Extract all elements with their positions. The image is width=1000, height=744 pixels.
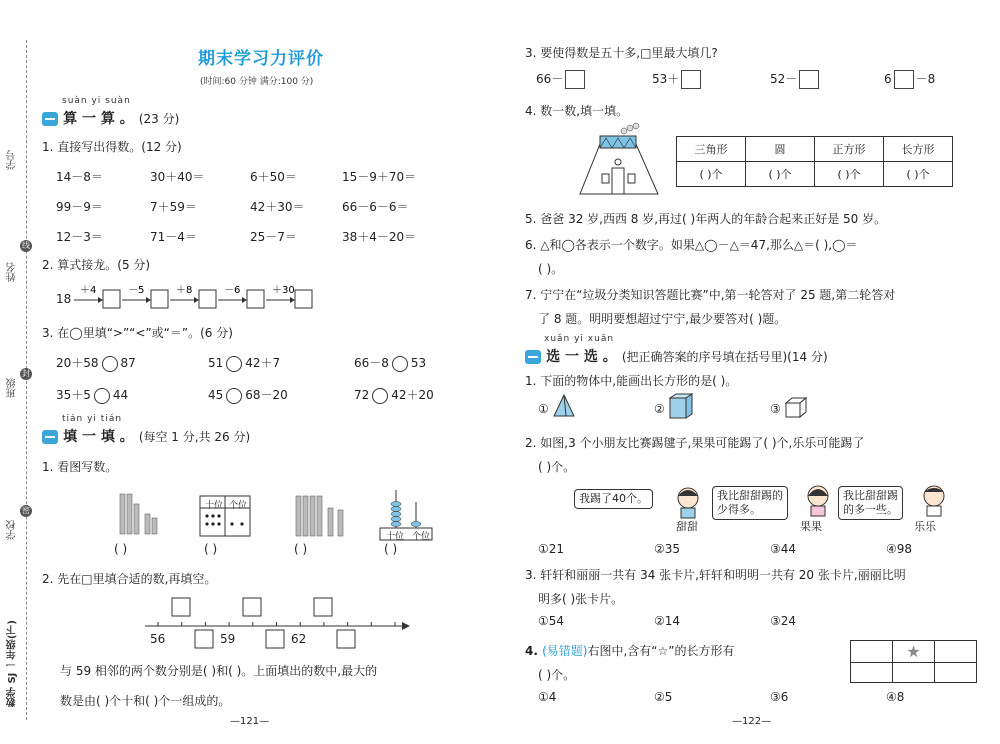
c4-opt1[interactable]: ①4 (538, 690, 557, 704)
c2-opt4[interactable]: ④98 (886, 542, 913, 556)
arrow-head-icon (146, 297, 151, 303)
fill-box[interactable] (681, 70, 701, 89)
answer-blank-1[interactable]: ( ) (114, 542, 128, 556)
section1-score: (23 分) (138, 112, 180, 126)
q5-line2: 数是由( )个十和( )个一组成的。 (60, 694, 231, 708)
answer-box (295, 290, 312, 308)
compare-circle[interactable] (392, 356, 408, 372)
c4-text: 右图中,含有“☆”的长方形有 (587, 644, 735, 658)
margin-label-student-id: 学号 (7, 150, 18, 170)
kid-name-guoguo: 果果 (800, 520, 822, 533)
q5-title: 2. 先在□里填合适的数,再填空。 (42, 572, 217, 586)
page-number-right: —122— (732, 716, 772, 727)
compare-right: 68－20 (245, 388, 288, 402)
fill-prefix: 52－ (770, 72, 798, 86)
fill-box-item (884, 70, 935, 89)
section2-title: 填 一 填 。 (63, 429, 134, 445)
compare-item (354, 386, 434, 404)
section2-pinyin: tián yi tián (62, 414, 123, 424)
compare-item (56, 386, 128, 404)
compare-left: 72 (354, 388, 370, 402)
th-triangle: 三角形 (677, 137, 746, 162)
abacus-tens: 十位 (385, 532, 404, 542)
compare-circle[interactable] (226, 388, 242, 404)
compare-circle[interactable] (94, 388, 110, 404)
arrow-head-icon (290, 297, 295, 303)
compare-left: 45 (208, 388, 224, 402)
margin-dot-xian: 线 (22, 241, 30, 250)
kid-lele-avatar (916, 482, 952, 518)
c1-opt3[interactable]: ③ (770, 402, 781, 416)
calc-item: 42＋30＝ (250, 200, 305, 214)
tens-header: 十位 (204, 501, 223, 511)
c3-line1: 3. 轩轩和丽丽一共有 34 张卡片,轩轩和明明一共有 20 张卡片,丽丽比明 (525, 568, 906, 582)
fill-suffix: －8 (915, 72, 936, 86)
compare-right: 53 (410, 356, 427, 370)
section3-pinyin: xuǎn yi xuǎn (544, 334, 615, 344)
binding-margin (0, 0, 34, 744)
fill-box-item (536, 70, 587, 89)
c4-line1: 4. (易错题)右图中,含有“☆”的长方形有 (525, 644, 735, 658)
spine-label: 数学 SJ 一年级(下) (7, 620, 18, 708)
ones-header: 个位 (228, 501, 247, 511)
numline-label-62: 62 (291, 632, 307, 646)
c2-opt1[interactable]: ①21 (538, 542, 565, 556)
section3-header (525, 346, 828, 366)
numline-label-59: 59 (220, 632, 236, 646)
place-value-header (202, 498, 250, 511)
fill-box[interactable] (894, 70, 914, 89)
th-square: 正方形 (815, 137, 884, 162)
kid-guoguo-avatar (800, 482, 836, 518)
fill-box[interactable] (799, 70, 819, 89)
section2-score: (每空 1 分,共 26 分) (138, 430, 251, 444)
fill-box-item (770, 70, 821, 89)
kid-name-lele: 乐乐 (914, 520, 936, 533)
arrow-head-icon (242, 297, 247, 303)
answer-box (151, 290, 168, 308)
q4-title: 1. 看图写数。 (42, 460, 118, 474)
fill-prefix: 66－ (536, 72, 564, 86)
margin-label-name: 姓名 (7, 262, 18, 282)
compare-right: 42＋7 (245, 356, 281, 370)
c2-line2: ( )个。 (538, 460, 576, 474)
margin-label-school: 学校 (7, 520, 18, 540)
c1-opt1[interactable]: ① (538, 402, 549, 416)
answer-blank-2[interactable]: ( ) (204, 542, 218, 556)
c4-line2: ( )个。 (538, 668, 576, 682)
c4-opt3[interactable]: ③6 (770, 690, 789, 704)
q2-title: 2. 算式接龙。(5 分) (42, 258, 151, 272)
q5-line1: 与 59 相邻的两个数分别是( )和( )。上面填出的数中,最大的 (60, 664, 378, 678)
compare-item (208, 354, 280, 372)
calc-item: 66－6－6＝ (342, 200, 409, 214)
section3-title: 选 一 选 。 (546, 349, 617, 365)
c1-title: 1. 下面的物体中,能画出长方形的是( )。 (525, 374, 738, 388)
r-q5: 5. 爸爸 32 岁,西西 8 岁,再过( )年两人的年龄合起来正好是 50 岁。 (525, 212, 887, 226)
q2-start: 18 (56, 292, 72, 306)
page-number-left: —121— (230, 716, 270, 727)
calc-item: 14－8＝ (56, 170, 103, 184)
c3-opt2[interactable]: ②14 (654, 614, 681, 628)
c3-opt3[interactable]: ③24 (770, 614, 797, 628)
compare-circle[interactable] (372, 388, 388, 404)
calc-item: 15－9＋70＝ (342, 170, 417, 184)
c3-opt1[interactable]: ①54 (538, 614, 565, 628)
cell-square-count[interactable]: ( )个 (815, 162, 884, 187)
star-rectangle-grid (850, 640, 977, 683)
c2-opt2[interactable]: ②35 (654, 542, 681, 556)
calc-item: 30＋40＝ (150, 170, 205, 184)
compare-right: 42＋20 (391, 388, 434, 402)
c4-opt2[interactable]: ②5 (654, 690, 673, 704)
shape-count-table (676, 136, 953, 187)
abacus-labels (382, 529, 434, 542)
compare-left: 35＋5 (56, 388, 91, 402)
numline-label-56: 56 (150, 632, 166, 646)
section-badge-icon (525, 350, 541, 364)
fill-prefix: 6 (884, 72, 892, 86)
star-icon: ★ (893, 641, 935, 663)
section1-header (42, 108, 179, 128)
compare-item (208, 386, 288, 404)
right-page (500, 0, 1000, 744)
number-line (140, 596, 410, 656)
compare-circle[interactable] (102, 356, 118, 372)
th-circle: 圆 (746, 137, 815, 162)
calc-item: 25－7＝ (250, 230, 297, 244)
compare-left: 66－8 (354, 356, 389, 370)
calc-item: 71－4＝ (150, 230, 197, 244)
c1-opt2[interactable]: ② (654, 402, 665, 416)
pyramid-icon (552, 394, 576, 420)
abacus-ones: 个位 (411, 532, 430, 542)
margin-dot-feng: 封 (22, 369, 30, 378)
c3-line2: 明多( )张卡片。 (538, 592, 624, 606)
arrow-head-icon (98, 297, 103, 303)
answer-blank-3[interactable]: ( ) (294, 542, 308, 556)
section1-pinyin: suàn yi suàn (62, 96, 131, 106)
kid-name-tiantian: 甜甜 (676, 520, 698, 533)
compare-item (56, 354, 136, 372)
c2-opt3[interactable]: ③44 (770, 542, 797, 556)
section-badge-icon (42, 112, 58, 126)
section1-title: 算 一 算 。 (63, 111, 134, 127)
th-rectangle: 长方形 (884, 137, 953, 162)
page-title: 期末学习力评价 (198, 49, 324, 69)
calc-item: 38＋4－20＝ (342, 230, 417, 244)
rocket-house-picture (578, 122, 660, 198)
margin-label-class: 班级 (7, 378, 18, 398)
fill-box-item (652, 70, 703, 89)
r-q3-title: 3. 要使得数是五十多,□里最大填几? (525, 46, 718, 60)
compare-right: 44 (112, 388, 129, 402)
chain-arrows (72, 280, 332, 316)
chain-op: ＋30 (272, 285, 295, 296)
answer-box (103, 290, 120, 308)
c2-line1: 2. 如图,3 个小朋友比赛踢毽子,果果可能踢了( )个,乐乐可能踢了 (525, 436, 865, 450)
chain-op: －5 (128, 285, 145, 296)
arrow-head-icon (194, 297, 199, 303)
compare-left: 20＋58 (56, 356, 99, 370)
section3-score: (把正确答案的序号填在括号里)(14 分) (621, 350, 828, 364)
compare-item (354, 354, 426, 372)
cell-triangle-count[interactable]: ( )个 (677, 162, 746, 187)
bubble-tiantian: 我踢了40个。 (574, 489, 653, 509)
c4-opt4[interactable]: ④8 (886, 690, 905, 704)
prism-icon (668, 392, 694, 420)
answer-blank-4[interactable]: ( ) (384, 542, 398, 556)
cell-circle-count[interactable]: ( )个 (746, 162, 815, 187)
cell-rectangle-count[interactable]: ( )个 (884, 162, 953, 187)
q1-title: 1. 直接写出得数。(12 分) (42, 140, 182, 154)
exam-info: (时间:60 分钟 满分:100 分) (200, 77, 314, 87)
cut-line (26, 40, 27, 720)
calc-item: 99－9＝ (56, 200, 103, 214)
compare-circle[interactable] (226, 356, 242, 372)
chain-op: ＋8 (176, 285, 193, 296)
r-q4-title: 4. 数一数,填一填。 (525, 104, 629, 118)
answer-box (199, 290, 216, 308)
chain-op: －6 (224, 285, 241, 296)
fill-prefix: 53＋ (652, 72, 680, 86)
calc-item: 7＋59＝ (150, 200, 197, 214)
r-q6-line1: 6. △和◯各表示一个数字。如果△◯－△＝47,那么△＝( ),◯＝ (525, 238, 858, 252)
compare-left: 51 (208, 356, 224, 370)
bubble-guoguo: 我比甜甜踢的 少得多。 (712, 486, 788, 520)
r-q7-line1: 7. 宁宁在“垃圾分类知识答题比赛”中,第一轮答对了 25 题,第二轮答对 (525, 288, 896, 302)
bubble-lele: 我比甜甜踢 的多一些。 (838, 486, 903, 520)
section2-header (42, 426, 250, 446)
cube-icon (784, 396, 808, 420)
c4-tag: (易错题) (542, 644, 588, 658)
section-badge-icon (42, 430, 58, 444)
calc-item: 6＋50＝ (250, 170, 297, 184)
kid-tiantian-avatar (670, 484, 706, 520)
chain-op: ＋4 (80, 285, 97, 296)
calc-item: 12－3＝ (56, 230, 103, 244)
r-q6-line2: ( )。 (538, 262, 564, 276)
compare-right: 87 (120, 356, 136, 370)
fill-box[interactable] (565, 70, 585, 89)
q3-title: 3. 在◯里填“>”“<”或“＝”。(6 分) (42, 326, 233, 340)
margin-dot-mi: 密 (22, 506, 30, 515)
r-q7-line2: 了 8 题。明明要想超过宁宁,最少要答对( )题。 (538, 312, 787, 326)
answer-box (247, 290, 264, 308)
